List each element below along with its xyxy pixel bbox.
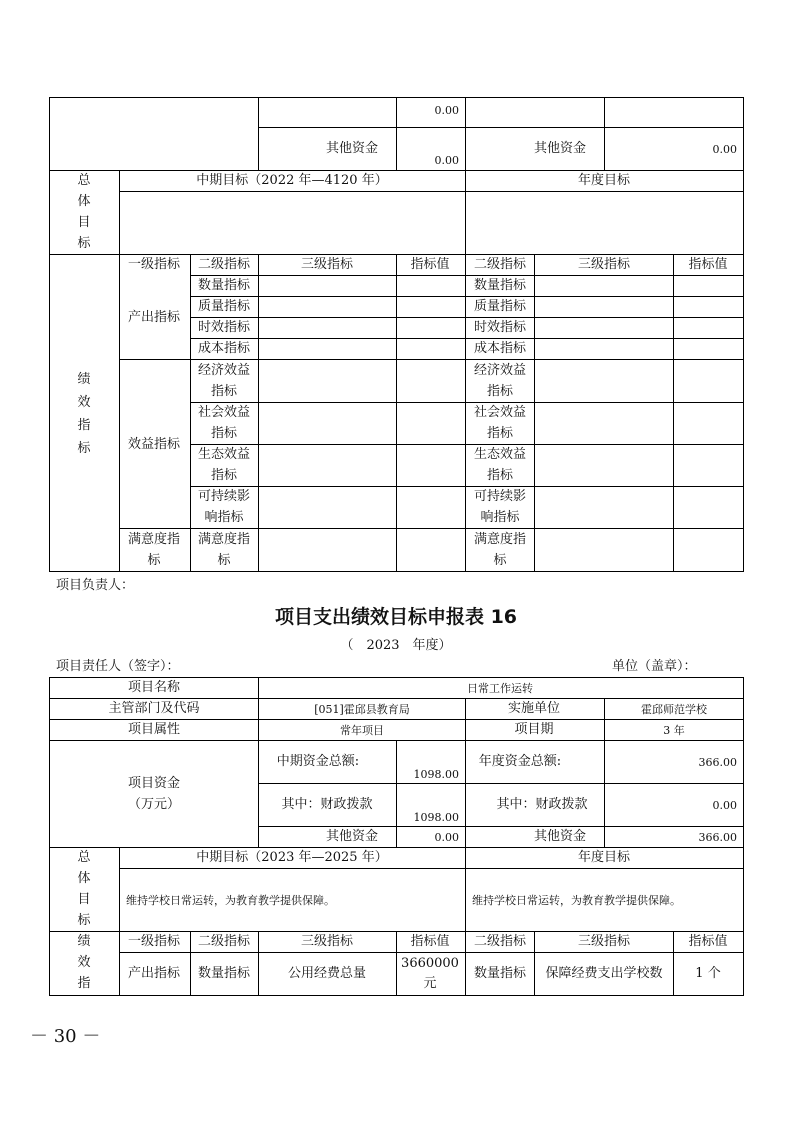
col-annual-level3: 三级指标: [577, 257, 631, 272]
perf-label-3: 指: [77, 418, 91, 433]
cost-indicator: 成本指标: [197, 341, 251, 356]
annual-other-label: 其他资金: [533, 829, 587, 844]
form-col-annual-level3: 三级指标: [577, 934, 631, 949]
annual-other-funds-value: 0.00: [712, 143, 737, 156]
impl-unit-value: 霍邱师范学校: [641, 703, 707, 716]
annual-target-header: 年度目标: [577, 173, 631, 188]
annual-satisfaction-1: 满意度指: [473, 532, 527, 547]
economic-indicator-2: 指标: [210, 384, 238, 399]
form-col-level1: 一级指标: [127, 934, 181, 949]
perf-label-1: 绩: [77, 372, 91, 387]
row-level3: 公用经费总量: [287, 966, 367, 981]
social-indicator-1: 社会效益: [197, 405, 251, 420]
project-leader-label: 项目负责人：: [56, 578, 135, 593]
mid-target-header: 中期目标（2022 年—4120 年）: [196, 173, 388, 188]
row-annual-level3: 保障经费支出学校数: [545, 966, 663, 981]
ecological-indicator-1: 生态效益: [197, 447, 251, 462]
col-annual-level2: 二级指标: [473, 257, 527, 272]
responsible-person-label: 项目责任人（签字）：: [56, 659, 180, 674]
annual-fiscal-value: 0.00: [712, 799, 737, 812]
row-annual-level2: 数量指标: [473, 966, 527, 981]
ecological-indicator-2: 指标: [210, 468, 238, 483]
annual-total-value: 366.00: [698, 756, 737, 769]
form-year: （ 2023 年度）: [340, 638, 452, 653]
project-name-label: 项目名称: [127, 680, 181, 695]
mid-other-value: 0.00: [434, 831, 459, 844]
sustainable-indicator-1: 可持续影: [197, 489, 251, 504]
project-name-value: 日常工作运转: [467, 682, 533, 695]
quantity-indicator: 数量指标: [197, 278, 251, 293]
form-col-annual-value: 指标值: [688, 934, 728, 949]
project-attr-label: 项目属性: [127, 722, 181, 737]
col-level1: 一级指标: [127, 257, 181, 272]
form-col-value: 指标值: [410, 934, 450, 949]
social-indicator-2: 指标: [210, 426, 238, 441]
form-perf-label-2: 效: [77, 955, 91, 970]
mid-target-text: 维持学校日常运转，为教育教学提供保障。: [126, 894, 335, 907]
annual-quantity-indicator: 数量指标: [473, 278, 527, 293]
mid-fiscal-value: 1098.00: [413, 811, 459, 824]
mid-other-label: 其他资金: [325, 829, 379, 844]
mid-total-value: 1098.00: [413, 768, 459, 781]
annual-other-funds-label: 其他资金: [533, 141, 587, 156]
annual-quality-indicator: 质量指标: [473, 299, 527, 314]
dept-value: [051]霍邱县教育局: [314, 703, 410, 716]
annual-social-indicator-1: 社会效益: [473, 405, 527, 420]
form-perf-label-3: 指: [77, 976, 91, 991]
form-perf-label-1: 绩: [77, 934, 91, 949]
col-level3: 三级指标: [300, 257, 354, 272]
form-col-annual-level2: 二级指标: [473, 934, 527, 949]
project-period-label: 项目期: [514, 722, 554, 737]
economic-indicator-1: 经济效益: [197, 363, 251, 378]
annual-fiscal-label: 其中：财政拨款: [496, 797, 588, 812]
form-overall-label-4: 标: [77, 913, 91, 928]
timeliness-indicator: 时效指标: [197, 320, 251, 335]
col-annual-value: 指标值: [688, 257, 728, 272]
quality-indicator: 质量指标: [197, 299, 251, 314]
output-indicator-label: 产出指标: [127, 310, 181, 325]
overall-label-4: 标: [77, 236, 91, 251]
annual-total-label: 年度资金总额:: [478, 754, 562, 769]
annual-sustainable-indicator-1: 可持续影: [473, 489, 527, 504]
row-annual-value: 1 个: [695, 966, 721, 981]
project-attr-value: 常年项目: [340, 724, 384, 737]
page-number: － 30 －: [30, 1026, 101, 1047]
benefit-indicator-label: 效益指标: [127, 437, 181, 452]
row-level1: 产出指标: [127, 966, 181, 981]
satisfaction-l2-2: 标: [217, 553, 231, 568]
overall-label-1: 总: [77, 173, 91, 188]
mid-amount-value: 0.00: [434, 104, 459, 117]
project-period-value: 3 年: [663, 724, 685, 737]
col-value: 指标值: [410, 257, 450, 272]
overall-label-2: 体: [77, 194, 91, 209]
annual-timeliness-indicator: 时效指标: [473, 320, 527, 335]
mid-total-label: 中期资金总额:: [276, 754, 360, 769]
row-value-2: 元: [423, 976, 437, 991]
perf-label-4: 标: [77, 441, 91, 456]
unit-stamp-label: 单位（盖章）：: [612, 659, 697, 674]
satisfaction-l1-1: 满意度指: [127, 532, 181, 547]
form-mid-target-header: 中期目标（2023 年—2025 年）: [196, 850, 388, 865]
annual-target-text: 维持学校日常运转，为教育教学提供保障。: [472, 894, 681, 907]
dept-label: 主管部门及代码: [108, 701, 200, 716]
mid-other-funds-label: 其他资金: [325, 141, 379, 156]
form-annual-target-header: 年度目标: [577, 850, 631, 865]
row-value-1: 3660000: [401, 956, 459, 971]
satisfaction-l2-1: 满意度指: [197, 532, 251, 547]
mid-fiscal-label: 其中：财政拨款: [281, 797, 373, 812]
annual-other-value: 366.00: [698, 831, 737, 844]
form-col-level2: 二级指标: [197, 934, 251, 949]
impl-unit-label: 实施单位: [507, 701, 561, 716]
form-col-level3: 三级指标: [300, 934, 354, 949]
annual-ecological-indicator-1: 生态效益: [473, 447, 527, 462]
funds-label-1: 项目资金: [127, 776, 181, 791]
annual-social-indicator-2: 指标: [486, 426, 514, 441]
annual-ecological-indicator-2: 指标: [486, 468, 514, 483]
annual-cost-indicator: 成本指标: [473, 341, 527, 356]
funds-label-2: （万元）: [127, 797, 181, 812]
form-title: 项目支出绩效目标申报表 16: [274, 606, 518, 628]
annual-sustainable-indicator-2: 响指标: [480, 510, 520, 525]
sustainable-indicator-2: 响指标: [204, 510, 244, 525]
mid-other-funds-value: 0.00: [434, 154, 459, 167]
row-level2: 数量指标: [197, 966, 251, 981]
annual-economic-indicator-1: 经济效益: [473, 363, 527, 378]
annual-satisfaction-2: 标: [493, 553, 507, 568]
annual-economic-indicator-2: 指标: [486, 384, 514, 399]
overall-label-3: 目: [77, 215, 91, 230]
perf-label-2: 效: [77, 395, 91, 410]
form-overall-label-1: 总: [77, 850, 91, 865]
form-overall-label-2: 体: [77, 871, 91, 886]
satisfaction-l1-2: 标: [147, 553, 161, 568]
col-level2: 二级指标: [197, 257, 251, 272]
form-overall-label-3: 目: [77, 892, 91, 907]
